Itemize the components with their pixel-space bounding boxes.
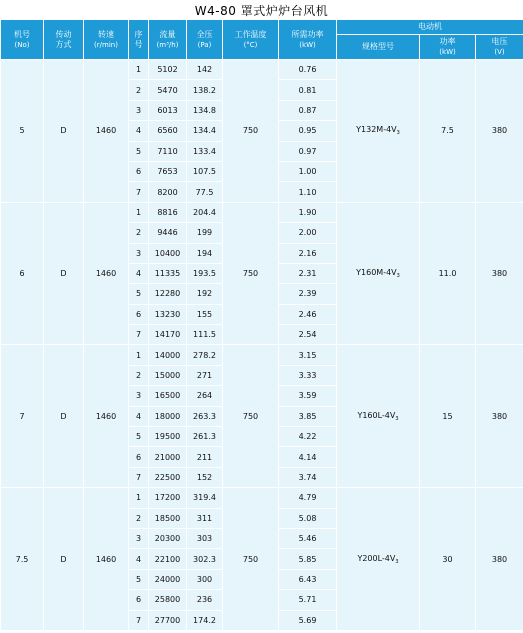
power-required-cell: 2.54 [279,325,337,345]
pressure-cell: 311 [187,508,223,528]
flow-cell: 7110 [149,141,187,161]
pressure-cell: 133.4 [187,141,223,161]
voltage-cell: 380 [476,488,523,631]
seq-cell: 7 [129,467,149,487]
pressure-cell: 300 [187,569,223,589]
seq-cell: 4 [129,121,149,141]
flow-cell: 8816 [149,202,187,222]
seq-cell: 6 [129,161,149,181]
seq-cell: 4 [129,263,149,283]
power-required-cell: 3.33 [279,365,337,385]
pressure-cell: 193.5 [187,263,223,283]
motor-model-cell [337,345,420,488]
flow-cell: 8200 [149,182,187,202]
seq-cell: 2 [129,80,149,100]
pressure-cell: 236 [187,590,223,610]
seq-cell: 7 [129,610,149,630]
flow-cell: 11335 [149,263,187,283]
fan-no-cell: 7 [1,345,44,488]
power-required-cell: 2.39 [279,284,337,304]
fan-no-cell: 5 [1,60,44,203]
seq-cell: 5 [129,141,149,161]
power-required-cell: 4.14 [279,447,337,467]
temp-cell: 750 [223,488,279,631]
pressure-cell: 174.2 [187,610,223,630]
power-required-cell: 0.95 [279,121,337,141]
motor-model-text: Y160M-4V [356,268,397,278]
seq-cell: 2 [129,508,149,528]
flow-cell: 13230 [149,304,187,324]
seq-cell: 3 [129,386,149,406]
power-required-cell: 2.00 [279,223,337,243]
seq-cell: 1 [129,202,149,222]
flow-cell: 9446 [149,223,187,243]
temp-cell: 750 [223,60,279,203]
power-required-cell: 2.16 [279,243,337,263]
motor-model-subscript: 3 [395,415,399,422]
pressure-cell: 142 [187,60,223,80]
flow-cell: 10400 [149,243,187,263]
flow-cell: 6560 [149,121,187,141]
table-row [1,345,523,365]
seq-cell: 2 [129,223,149,243]
flow-cell: 17200 [149,488,187,508]
flow-cell: 21000 [149,447,187,467]
power-required-cell: 3.85 [279,406,337,426]
flow-cell: 16500 [149,386,187,406]
temp-cell: 750 [223,345,279,488]
power-required-cell: 5.71 [279,590,337,610]
pressure-cell: 138.2 [187,80,223,100]
motor-model-text: Y160L-4V [357,410,396,420]
speed-cell: 1460 [84,488,129,631]
power-required-cell: 0.81 [279,80,337,100]
power-required-cell: 0.76 [279,60,337,80]
pressure-cell: 204.4 [187,202,223,222]
pressure-cell: 319.4 [187,488,223,508]
flow-cell: 25800 [149,590,187,610]
flow-cell: 6013 [149,100,187,120]
table-row [1,60,523,80]
motor-model-cell [337,202,420,345]
pressure-cell: 134.8 [187,100,223,120]
pressure-cell: 303 [187,528,223,548]
flow-cell: 27700 [149,610,187,630]
seq-cell: 5 [129,569,149,589]
header-seq: 序 号 [129,20,149,60]
voltage-cell: 380 [476,202,523,345]
header-motor-group: 电动机 [337,20,523,35]
power-required-cell: 5.46 [279,528,337,548]
power-required-cell: 0.87 [279,100,337,120]
pressure-cell: 77.5 [187,182,223,202]
pressure-cell: 107.5 [187,161,223,181]
flow-cell: 7653 [149,161,187,181]
motor-model-subscript: 3 [396,273,400,280]
flow-cell: 14170 [149,325,187,345]
header-motor-model: 规格型号 [337,35,420,60]
table-row [1,202,523,222]
table-body [1,60,523,631]
speed-cell: 1460 [84,202,129,345]
header-drive: 传动 方式 [44,20,84,60]
pressure-cell: 194 [187,243,223,263]
motor-power-cell: 30 [420,488,476,631]
speed-cell: 1460 [84,60,129,203]
header-motor-power: 功率 (kW) [420,35,476,60]
motor-model-subscript: 3 [395,558,399,565]
pressure-cell: 302.3 [187,549,223,569]
pressure-cell: 111.5 [187,325,223,345]
table-row [1,488,523,508]
drive-cell: D [44,202,84,345]
seq-cell: 4 [129,406,149,426]
power-required-cell: 6.43 [279,569,337,589]
pressure-cell: 192 [187,284,223,304]
header-fan-no: 机号 (No) [1,20,44,60]
seq-cell: 1 [129,488,149,508]
flow-cell: 22100 [149,549,187,569]
drive-cell: D [44,60,84,203]
power-required-cell: 4.79 [279,488,337,508]
seq-cell: 5 [129,427,149,447]
motor-model-text: Y200L-4V [357,553,396,563]
pressure-cell: 263.3 [187,406,223,426]
power-required-cell: 5.69 [279,610,337,630]
motor-model-cell [337,488,420,631]
flow-cell: 12280 [149,284,187,304]
flow-cell: 5102 [149,60,187,80]
seq-cell: 3 [129,528,149,548]
seq-cell: 1 [129,345,149,365]
seq-cell: 6 [129,447,149,467]
pressure-cell: 271 [187,365,223,385]
pressure-cell: 264 [187,386,223,406]
flow-cell: 18500 [149,508,187,528]
power-required-cell: 5.08 [279,508,337,528]
motor-model-cell [337,60,420,203]
power-required-cell: 5.85 [279,549,337,569]
pressure-cell: 199 [187,223,223,243]
seq-cell: 6 [129,590,149,610]
motor-model-text: Y132M-4V [356,125,397,135]
power-required-cell: 3.59 [279,386,337,406]
flow-cell: 24000 [149,569,187,589]
drive-cell: D [44,488,84,631]
header-speed: 转速 (r/min) [84,20,129,60]
seq-cell: 3 [129,100,149,120]
pressure-cell: 211 [187,447,223,467]
drive-cell: D [44,345,84,488]
voltage-cell: 380 [476,60,523,203]
seq-cell: 2 [129,365,149,385]
pressure-cell: 155 [187,304,223,324]
header-pressure: 全压 (Pa) [187,20,223,60]
seq-cell: 7 [129,182,149,202]
motor-power-cell: 11.0 [420,202,476,345]
speed-cell: 1460 [84,345,129,488]
header-voltage: 电压 (V) [476,35,523,60]
power-required-cell: 2.46 [279,304,337,324]
seq-cell: 5 [129,284,149,304]
power-required-cell: 1.10 [279,182,337,202]
seq-cell: 1 [129,60,149,80]
flow-cell: 5470 [149,80,187,100]
motor-power-cell: 15 [420,345,476,488]
power-required-cell: 2.31 [279,263,337,283]
seq-cell: 6 [129,304,149,324]
power-required-cell: 1.90 [279,202,337,222]
seq-cell: 7 [129,325,149,345]
table-title: W4-80 罩式炉炉台风机 [194,4,329,18]
temp-cell: 750 [223,202,279,345]
pressure-cell: 134.4 [187,121,223,141]
seq-cell: 4 [129,549,149,569]
flow-cell: 15000 [149,365,187,385]
power-required-cell: 4.22 [279,427,337,447]
flow-cell: 22500 [149,467,187,487]
power-required-cell: 1.00 [279,161,337,181]
pressure-cell: 152 [187,467,223,487]
power-required-cell: 3.15 [279,345,337,365]
header-flow: 流量 (m³/h) [149,20,187,60]
fan-spec-table [0,19,523,631]
fan-no-cell: 7.5 [1,488,44,631]
pressure-cell: 278.2 [187,345,223,365]
pressure-cell: 261.3 [187,427,223,447]
power-required-cell: 3.74 [279,467,337,487]
power-required-cell: 0.97 [279,141,337,161]
motor-power-cell: 7.5 [420,60,476,203]
seq-cell: 3 [129,243,149,263]
spec-table-container [0,19,523,631]
flow-cell: 19500 [149,427,187,447]
voltage-cell: 380 [476,345,523,488]
table-header [1,20,523,60]
header-power-required: 所需功率 (kW) [279,20,337,60]
fan-no-cell: 6 [1,202,44,345]
header-temp: 工作温度 (°C) [223,20,279,60]
flow-cell: 18000 [149,406,187,426]
motor-model-subscript: 3 [396,130,400,137]
flow-cell: 14000 [149,345,187,365]
flow-cell: 20300 [149,528,187,548]
